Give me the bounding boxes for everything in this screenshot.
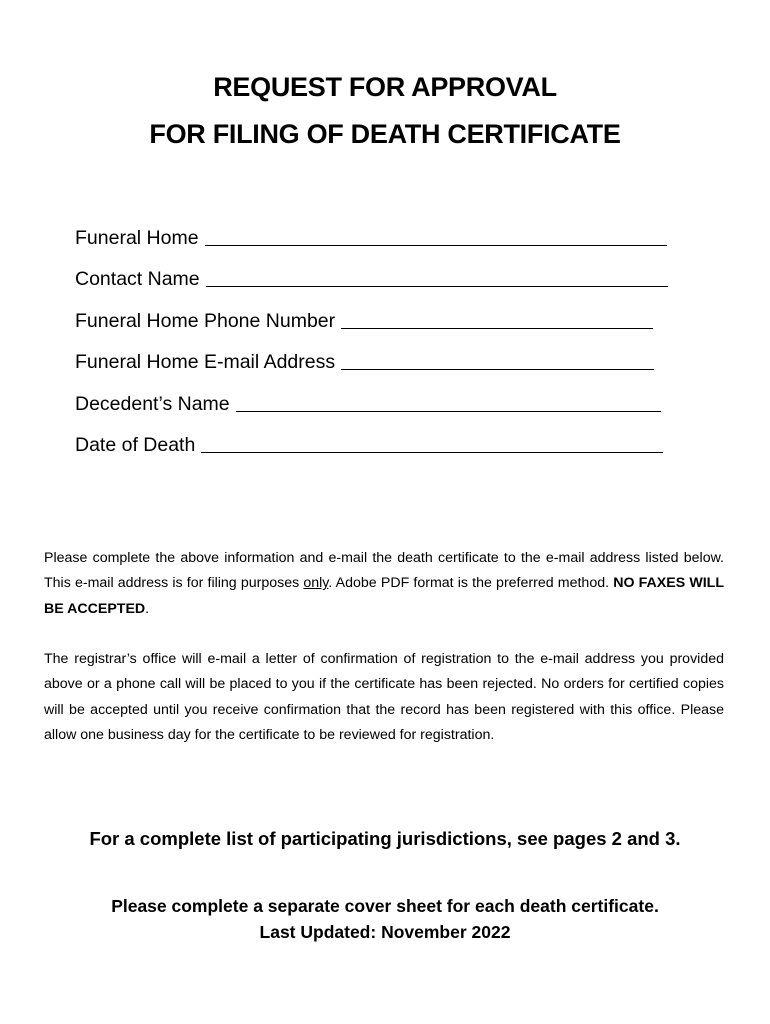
decedent-name-blank-line[interactable] <box>236 411 661 412</box>
only-emphasis: only <box>303 575 329 592</box>
phone-number-blank-line[interactable] <box>341 328 653 329</box>
decedent-name-label: Decedent’s Name <box>75 393 230 415</box>
date-of-death-label: Date of Death <box>75 434 196 456</box>
email-address-blank-line[interactable] <box>341 369 654 370</box>
instructions-paragraph-1: Please complete the above information and e-mail the death certificate to the e-mail address listed below. This e-mail address is for filing purposes only. Adobe PDF format is the preferred method. NO FAXES WILL BE ACCEPTED. <box>44 550 724 617</box>
no-faxes-warning: NO FAXES WILL BE ACCEPTED <box>44 575 724 617</box>
contact-name-blank-line[interactable] <box>206 286 668 287</box>
contact-name-field[interactable] <box>75 263 668 291</box>
last-updated: Last Updated: November 2022 <box>259 922 511 942</box>
decedent-name-field[interactable] <box>75 388 661 416</box>
jurisdictions-note: For a complete list of participating jurisdictions, see pages 2 and 3. <box>89 828 681 849</box>
contact-name-label: Contact Name <box>75 268 200 290</box>
funeral-home-label: Funeral Home <box>75 227 199 249</box>
instructions-paragraph-2: The registrar’s office will e-mail a letter of confirmation of registration to the e-mail address you provided above or a phone call will be placed to you if the certificate has been rejected. No orders for certified copies will be accepted until you receive confirmation that the record has been registered with this office. Please allow one business day for the certificate to be reviewed for registration. <box>44 651 724 743</box>
page-title-line-2: FOR FILING OF DEATH CERTIFICATE <box>149 119 621 149</box>
email-address-field[interactable] <box>75 346 654 374</box>
page-title-line-1: REQUEST FOR APPROVAL <box>213 72 557 102</box>
date-of-death-blank-line[interactable] <box>201 452 663 453</box>
phone-number-field[interactable] <box>75 305 653 333</box>
phone-number-label: Funeral Home Phone Number <box>75 310 336 332</box>
date-of-death-field[interactable] <box>75 429 663 457</box>
separate-sheet-note: Please complete a separate cover sheet for each death certificate. <box>111 896 659 916</box>
funeral-home-blank-line[interactable] <box>205 245 667 246</box>
email-address-label: Funeral Home E-mail Address <box>75 351 336 373</box>
funeral-home-field[interactable] <box>75 222 667 250</box>
